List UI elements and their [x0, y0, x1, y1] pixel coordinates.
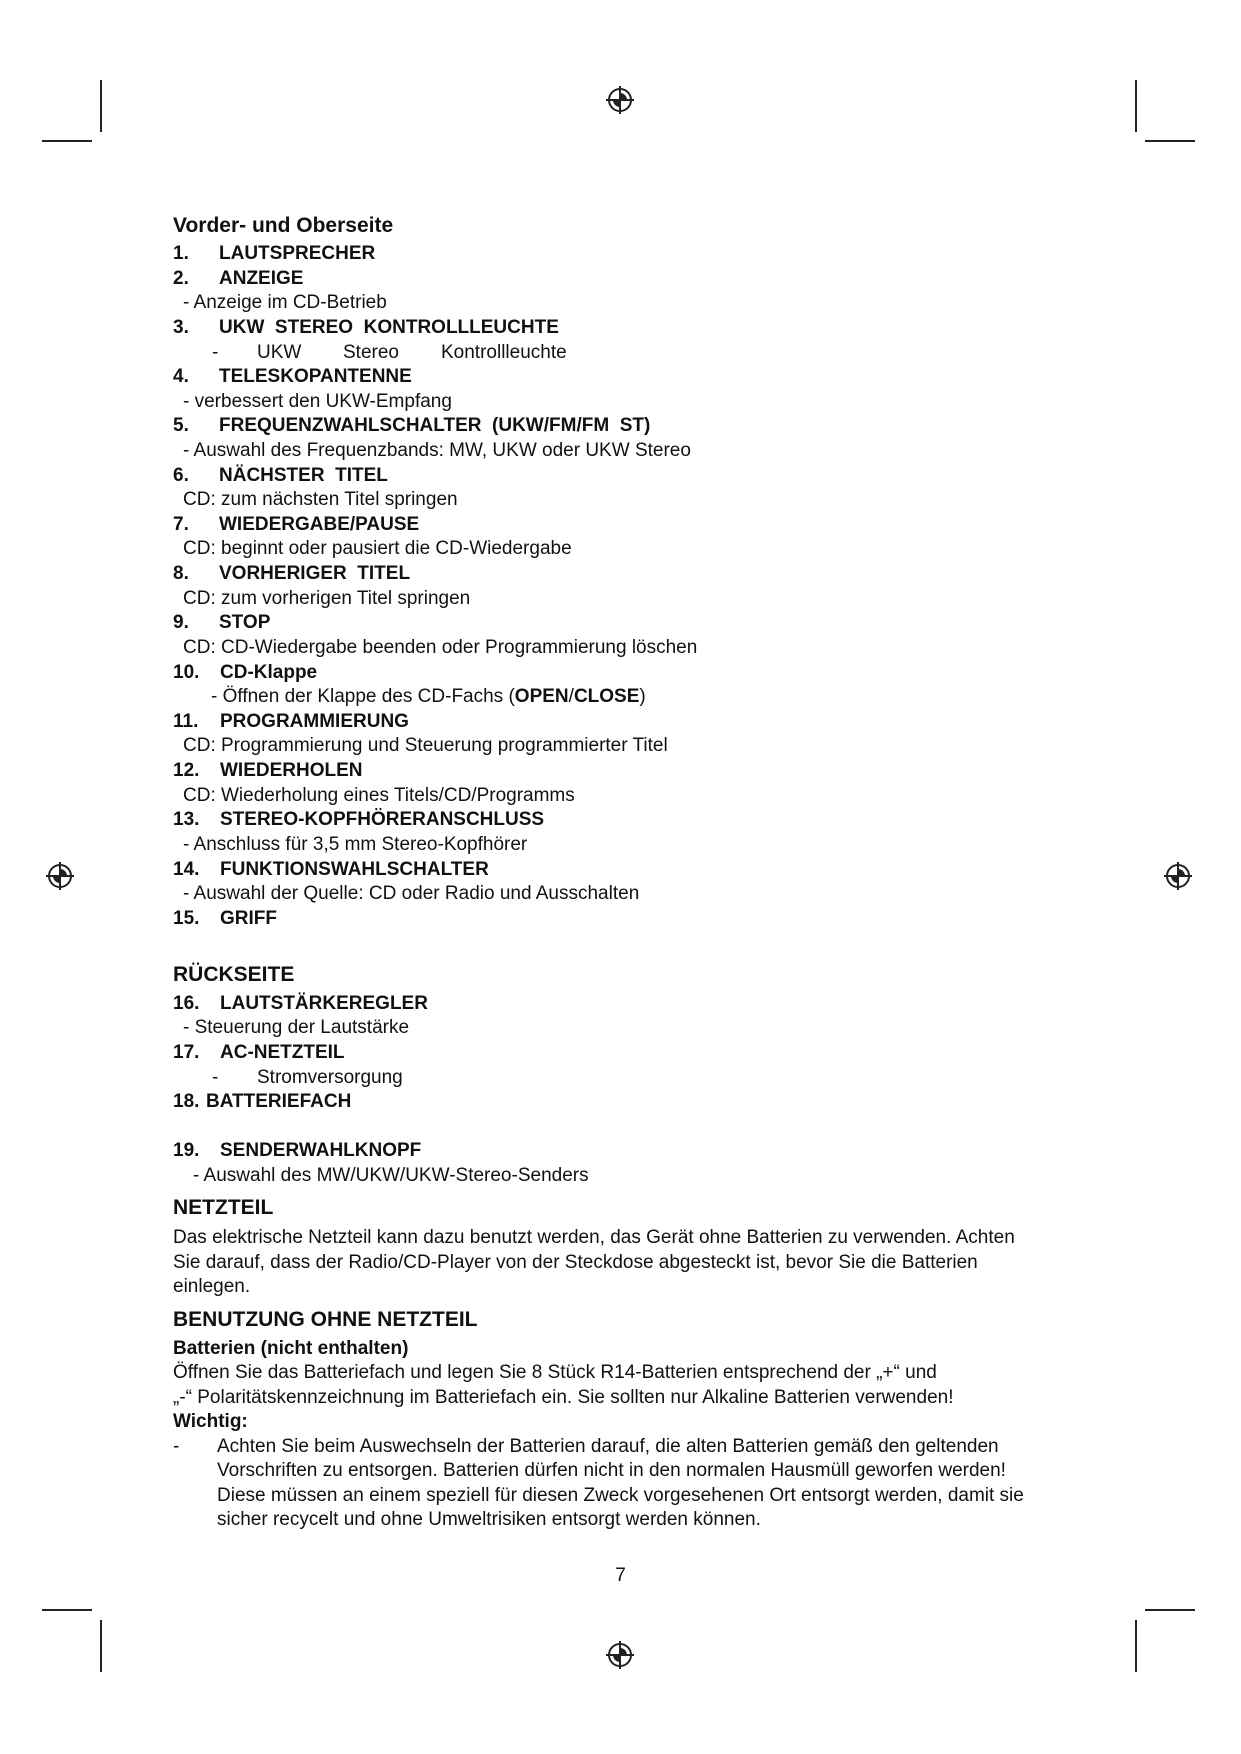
item-description: - Auswahl des MW/UKW/UKW-Stereo-Senders	[193, 1165, 589, 1186]
item-title: FREQUENZWAHLSCHALTER (UKW/FM/FM ST)	[219, 415, 651, 436]
list-item	[173, 562, 411, 586]
item-description: - Steuerung der Lautstärke	[183, 1017, 410, 1038]
item-title: LAUTSPRECHER	[219, 243, 376, 264]
item-title: CD-Klappe	[220, 662, 318, 683]
item-number: 17.	[173, 1042, 200, 1063]
list-item	[173, 1139, 422, 1163]
list-item	[173, 1090, 352, 1114]
list-item	[173, 858, 489, 882]
item-title: SENDERWAHLKNOPF	[220, 1140, 422, 1161]
list-item	[173, 661, 318, 685]
list-item	[173, 267, 304, 291]
item-number: 14.	[173, 859, 200, 880]
crop-mark	[100, 80, 102, 132]
item-title: UKW STEREO KONTROLLLEUCHTE	[219, 317, 559, 338]
crop-mark	[1135, 80, 1137, 132]
item-description: - Öffnen der Klappe des CD-Fachs (OPEN/CLOSE)	[211, 686, 646, 707]
list-item	[173, 808, 545, 832]
item-description: - verbessert den UKW-Empfang	[183, 391, 452, 412]
item-title: TELESKOPANTENNE	[219, 366, 412, 387]
item-title: STEREO-KOPFHÖRERANSCHLUSS	[220, 809, 545, 830]
item-number: 19.	[173, 1140, 200, 1161]
paragraph-line: Das elektrische Netzteil kann dazu benutzt werden, das Gerät ohne Batterien zu verwenden. Achten	[173, 1227, 1015, 1248]
item-number: 1.	[173, 243, 189, 264]
bullet-line: Diese müssen an einem speziell für diesen Zweck vorgesehenen Ort entsorgt werden, damit sie	[217, 1485, 1024, 1506]
item-number: 10.	[173, 662, 200, 683]
item-description: CD: beginnt oder pausiert die CD-Wiedergabe	[183, 538, 572, 559]
section-heading: NETZTEIL	[173, 1196, 274, 1219]
crop-mark	[42, 1609, 92, 1611]
paragraph-line: Sie darauf, dass der Radio/CD-Player von der Steckdose abgesteckt ist, bevor Sie die Batterien	[173, 1252, 978, 1273]
important-label: Wichtig:	[173, 1411, 248, 1432]
bullet-line: Vorschriften zu entsorgen. Batterien dürfen nicht in den normalen Hausmüll geworfen werden!	[217, 1460, 1006, 1481]
item-description: CD: Programmierung und Steuerung programmierter Titel	[183, 735, 668, 756]
item-number: 9.	[173, 612, 189, 633]
bullet-dash: -	[173, 1436, 180, 1457]
list-item	[173, 1041, 345, 1065]
item-description: CD: zum nächsten Titel springen	[183, 489, 458, 510]
item-description: - Auswahl der Quelle: CD oder Radio und Ausschalten	[183, 883, 640, 904]
item-number: 13.	[173, 809, 200, 830]
item-title: NÄCHSTER TITEL	[219, 465, 388, 486]
item-title: PROGRAMMIERUNG	[220, 711, 409, 732]
list-item	[173, 710, 409, 734]
page-number: 7	[615, 1565, 626, 1586]
registration-mark-icon	[1163, 861, 1193, 891]
crop-mark	[42, 140, 92, 142]
list-item	[173, 759, 363, 783]
item-title: FUNKTIONSWAHLSCHALTER	[220, 859, 489, 880]
crop-mark	[1135, 1620, 1137, 1672]
item-title: VORHERIGER TITEL	[219, 563, 411, 584]
item-description: CD: Wiederholung eines Titels/CD/Programms	[183, 785, 575, 806]
item-number: 3.	[173, 317, 189, 338]
list-item	[173, 907, 277, 931]
item-title: WIEDERGABE/PAUSE	[219, 514, 420, 535]
crop-mark	[1145, 140, 1195, 142]
list-item	[173, 464, 388, 488]
item-number: 2.	[173, 268, 189, 289]
section-heading: RÜCKSEITE	[173, 963, 295, 986]
item-description: - Anschluss für 3,5 mm Stereo-Kopfhörer	[183, 834, 528, 855]
item-number: 7.	[173, 514, 189, 535]
bullet-line: sicher recycelt und ohne Umweltrisiken entsorgt werden können.	[217, 1509, 761, 1530]
paragraph-line: einlegen.	[173, 1276, 251, 1297]
crop-mark	[1145, 1609, 1195, 1611]
bullet-line: Achten Sie beim Auswechseln der Batterien darauf, die alten Batterien gemäß den geltenden	[217, 1436, 999, 1457]
item-title: ANZEIGE	[219, 268, 304, 289]
item-title: WIEDERHOLEN	[220, 760, 363, 781]
item-number: 12.	[173, 760, 200, 781]
crop-mark	[100, 1620, 102, 1672]
subheading: Batterien (nicht enthalten)	[173, 1338, 409, 1359]
item-description: CD: CD-Wiedergabe beenden oder Programmierung löschen	[183, 637, 698, 658]
document-body: Vorder- und Oberseite 1. LAUTSPRECHER 2. ANZEIGE - Anzeige im CD-Betrieb 3. UKW STEREO KONTROLLLEUCHTE - UKW Stereo Kontrollleuchte 4. TELESKOPANTENNE - verbessert den UKW-Empfang 5. FREQUENZWAHLSCHALTER (UKW/FM/FM ST) - Auswahl des Frequenzbands: MW, UKW oder UKW Stereo 6. NÄCHSTER TITEL CD: zum nächsten Titel springen 7. WIEDERGABE/PAUSE CD: beginnt oder pausiert die CD-Wiedergabe 8. VORHERIGER TITEL CD: zum vorherigen Titel springen 9. STOP CD: CD-Wiedergabe beenden oder Programmierung löschen 10. CD-Klappe - Öffnen der Klappe des CD-Fachs (OPEN/CLOSE) 11. PROGRAMMIERUNG CD: Programmierung und Steuerung programmierter Titel 12. WIEDERHOLEN CD: Wiederholung eines Titels/CD/Programms 13. STEREO-KOPFHÖRERANSCHLUSS - Anschluss für 3,5 mm Stereo-Kopfhörer 14. FUNKTIONSWAHLSCHALTER - Auswahl der Quelle: CD oder Radio und Ausschalten 15. GRIFF RÜCKSEITE 16. LAUTSTÄRKEREGLER - Steuerung der Lautstärke 17. AC-NETZTEIL - Stromversorgung 18. BATTERIEFACH 19. SENDERWAHLKNOPF - Auswahl des MW/UKW/UKW-Stereo-Senders NETZTEIL Das elektrische Netzteil kann dazu benutzt werden, das Gerät ohne Batterien zu verwenden. Achten Sie darauf, dass der Radio/CD-Player von der Steckdose abgesteckt ist, bevor Sie die Batterien einlegen. BENUTZUNG OHNE NETZTEIL Batterien (nicht enthalten) Öffnen Sie das Batteriefach und legen Sie 8 Stück R14-Batterien entsprechend der „+“ und „-“ Polaritätskennzeichnung im Batteriefach ein. Sie sollten nur Alkaline Batterien verwenden! Wichtig: - Achten Sie beim Auswechseln der Batterien darauf, die alten Batterien gemäß den geltenden Vorschriften zu entsorgen. Batterien dürfen nicht in den normalen Hausmüll geworfen werden! Diese müssen an einem speziell für diesen Zweck vorgesehenen Ort entsorgt werden, damit sie sicher recycelt und ohne Umweltrisiken entsorgt werden können.	[173, 214, 1024, 1530]
item-title: STOP	[219, 612, 271, 633]
paragraph-line: „-“ Polaritätskennzeichnung im Batteriefach ein. Sie sollten nur Alkaline Batterien verwenden!	[173, 1387, 954, 1408]
item-description: - Auswahl des Frequenzbands: MW, UKW oder UKW Stereo	[183, 440, 691, 461]
registration-mark-icon	[45, 861, 75, 891]
item-number: 11.	[173, 711, 199, 732]
item-number: 4.	[173, 366, 189, 387]
section-heading: BENUTZUNG OHNE NETZTEIL	[173, 1308, 478, 1331]
item-title: AC-NETZTEIL	[220, 1042, 345, 1063]
item-number: 16.	[173, 993, 200, 1014]
item-number: 15.	[173, 908, 200, 929]
list-item	[173, 611, 271, 635]
item-title: GRIFF	[220, 908, 277, 929]
list-item	[173, 992, 428, 1016]
item-number: 8.	[173, 563, 189, 584]
item-description: CD: zum vorherigen Titel springen	[183, 588, 471, 609]
section-heading: Vorder- und Oberseite	[173, 214, 394, 237]
item-number: 5.	[173, 415, 189, 436]
item-number: 18.	[173, 1091, 200, 1112]
list-item	[173, 513, 420, 537]
list-item	[173, 414, 651, 438]
item-number: 6.	[173, 465, 189, 486]
item-title: LAUTSTÄRKEREGLER	[220, 993, 428, 1014]
item-description: - Anzeige im CD-Betrieb	[183, 292, 387, 313]
list-item	[173, 242, 376, 266]
item-title: BATTERIEFACH	[206, 1091, 352, 1112]
list-item	[173, 316, 559, 340]
paragraph-line: Öffnen Sie das Batteriefach und legen Sie 8 Stück R14-Batterien entsprechend der „+“ und	[173, 1362, 937, 1383]
list-item	[173, 365, 412, 389]
